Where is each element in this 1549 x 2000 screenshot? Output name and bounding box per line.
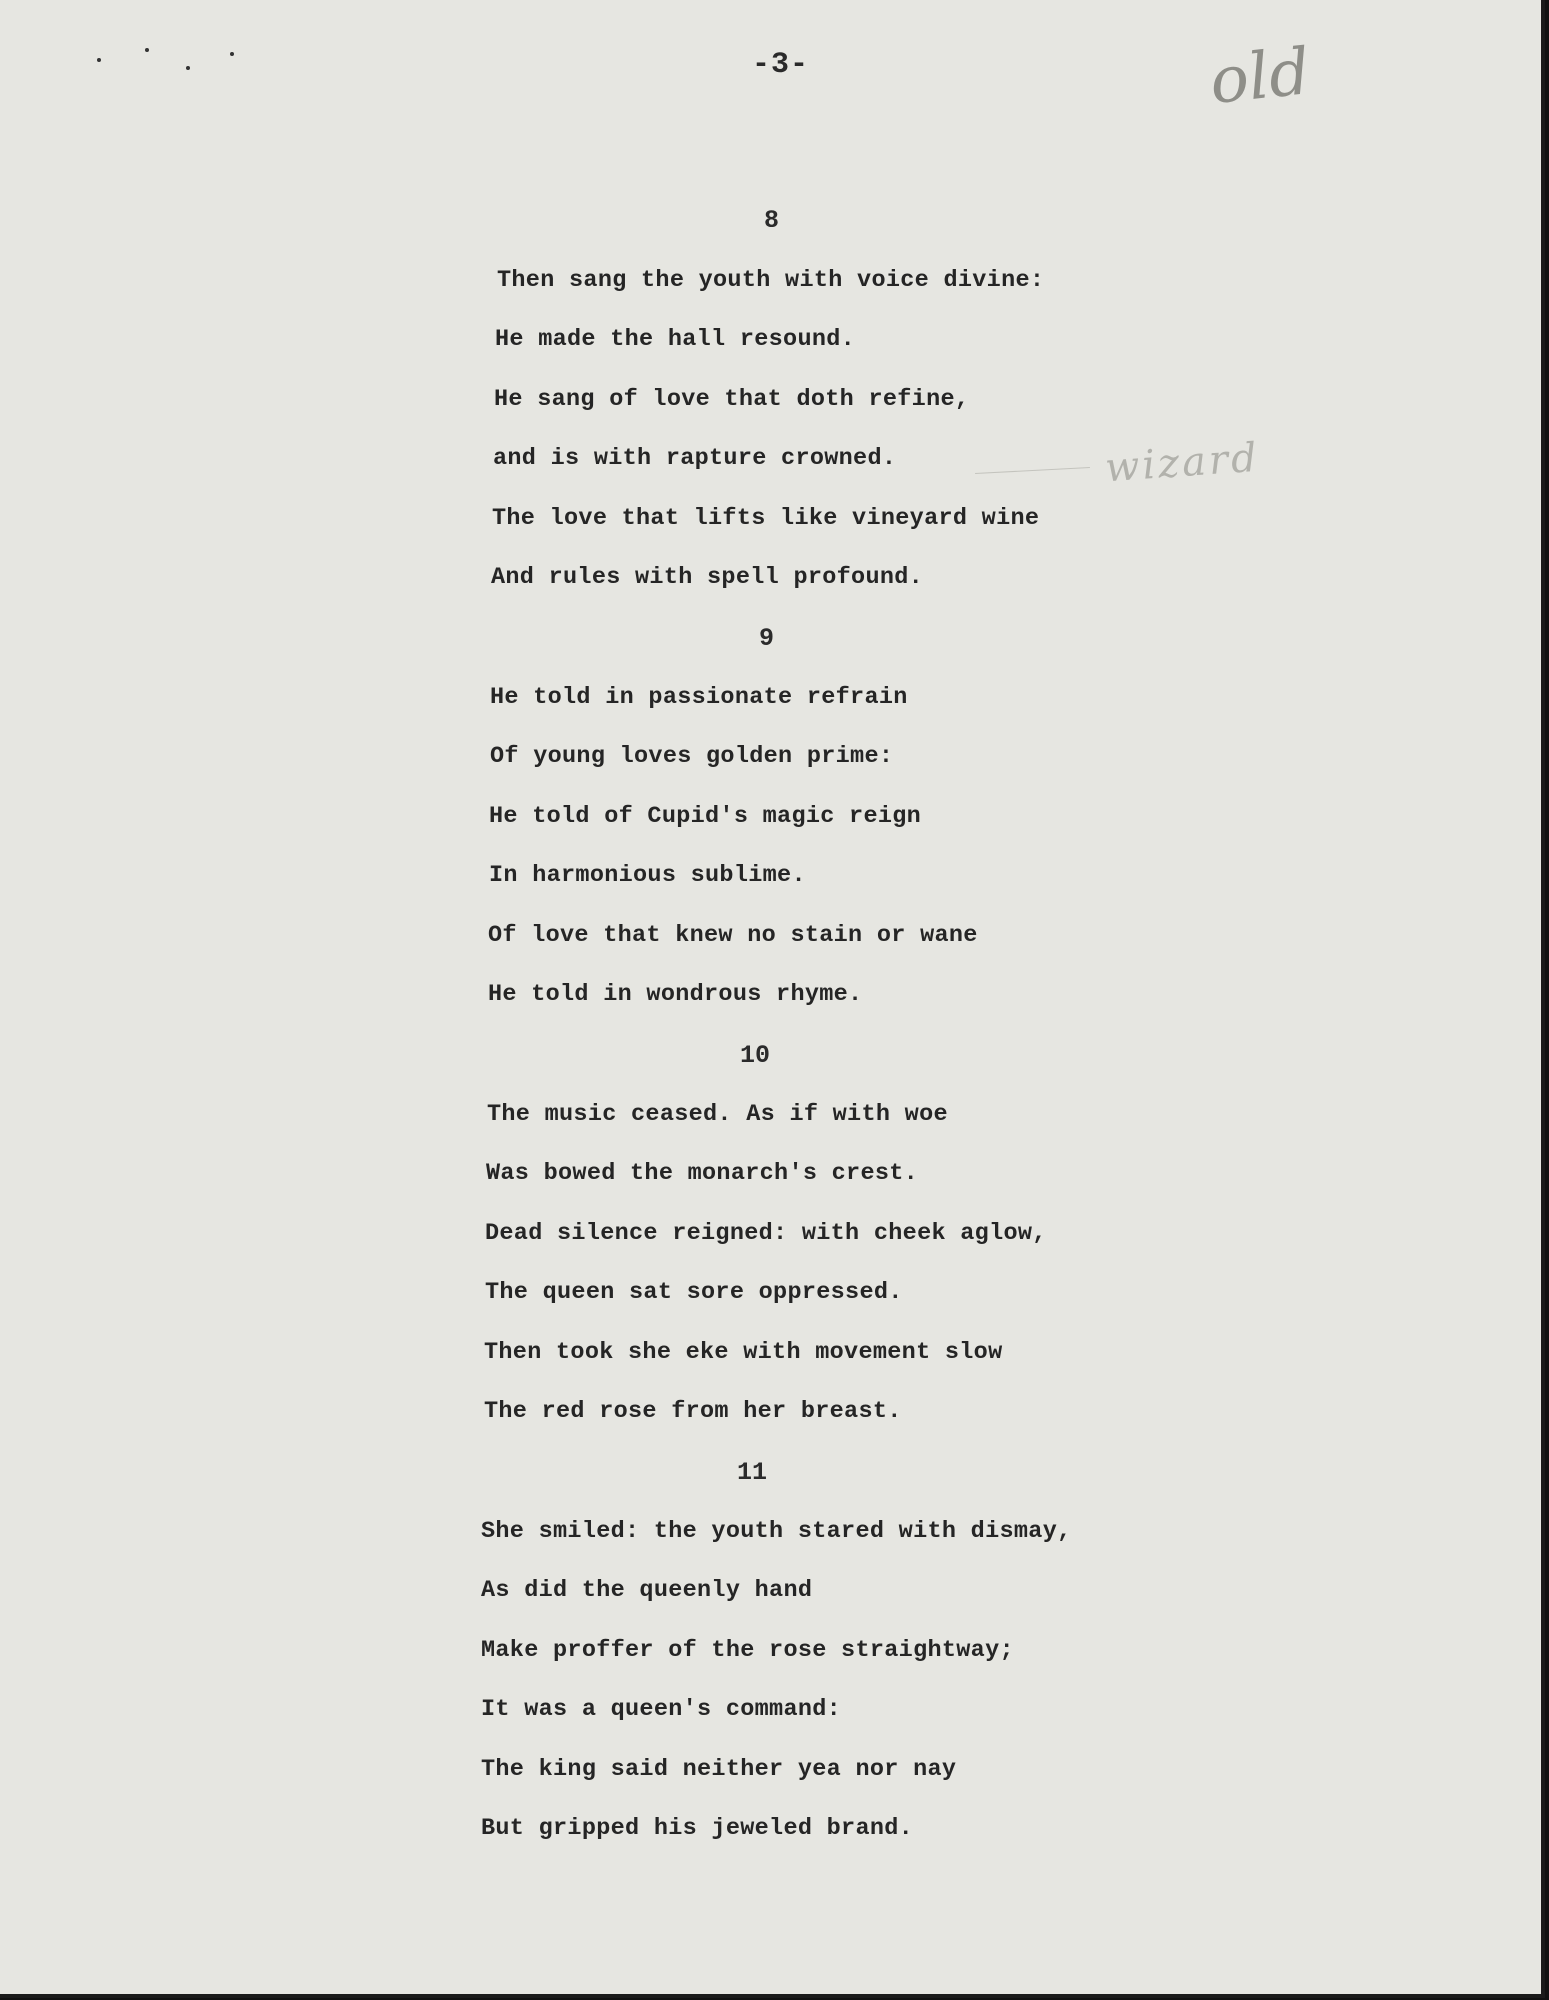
poem-line: Was bowed the monarch's crest. xyxy=(486,1160,919,1187)
poem-line: Then sang the youth with voice divine: xyxy=(497,267,1045,294)
poem-line: He told in wondrous rhyme. xyxy=(488,981,863,1008)
poem-line: The music ceased. As if with woe xyxy=(487,1101,948,1128)
poem-line: She smiled: the youth stared with dismay, xyxy=(481,1518,1072,1545)
page-number: -3- xyxy=(752,48,810,82)
poem-line: But gripped his jeweled brand. xyxy=(481,1815,914,1842)
poem-line: Then took she eke with movement slow xyxy=(484,1339,1003,1366)
handwritten-note-old: old xyxy=(1206,34,1314,120)
poem-line: The queen sat sore oppressed. xyxy=(485,1279,903,1306)
poem-line: Make proffer of the rose straightway; xyxy=(481,1637,1014,1664)
poem-line: Dead silence reigned: with cheek aglow, xyxy=(485,1220,1047,1247)
poem-line: and is with rapture crowned. xyxy=(493,445,897,472)
stanza-number: 10 xyxy=(740,1041,771,1070)
handwritten-note-wizard: wizard xyxy=(1103,434,1262,492)
stanza-number: 9 xyxy=(759,624,775,653)
poem-line: The king said neither yea nor nay xyxy=(481,1756,957,1783)
poem-line: He made the hall resound. xyxy=(495,326,856,353)
poem-line: And rules with spell profound. xyxy=(491,564,924,591)
poem-line: As did the queenly hand xyxy=(481,1577,813,1604)
poem-line: He sang of love that doth refine, xyxy=(494,386,970,413)
poem-line: Of young loves golden prime: xyxy=(490,743,894,770)
stanza-number: 8 xyxy=(764,206,780,235)
poem-line: He told of Cupid's magic reign xyxy=(489,803,922,830)
poem-line: In harmonious sublime. xyxy=(489,862,806,889)
poem-line: The love that lifts like vineyard wine xyxy=(492,505,1040,532)
poem-line: It was a queen's command: xyxy=(481,1696,842,1723)
poem-line: The red rose from her breast. xyxy=(484,1398,902,1425)
poem-line: He told in passionate refrain xyxy=(490,684,908,711)
stanza-number: 11 xyxy=(737,1458,768,1487)
poem-line: Of love that knew no stain or wane xyxy=(488,922,978,949)
